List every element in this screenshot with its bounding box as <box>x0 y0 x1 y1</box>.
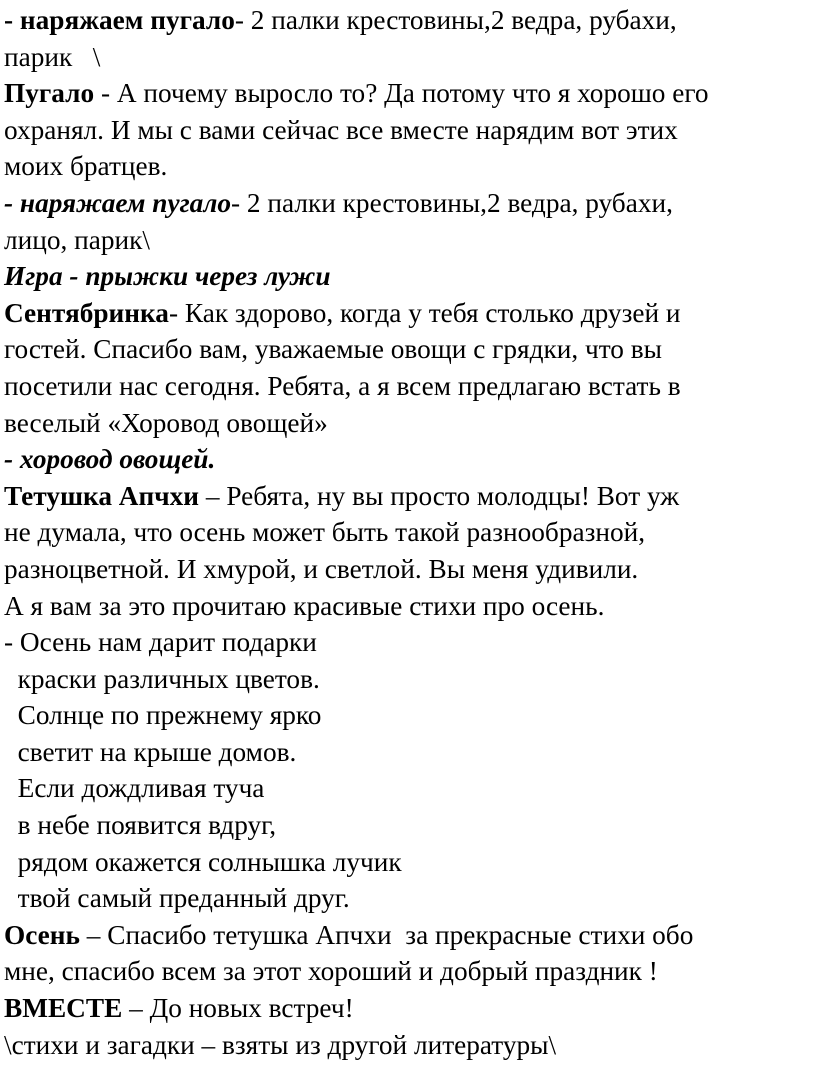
text-segment: разноцветной. И хмурой, и светлой. Вы меня удивили. <box>4 553 639 584</box>
text-segment: твой самый преданный друг. <box>4 883 350 914</box>
document-body <box>4 2 810 1063</box>
text-line <box>4 734 810 771</box>
text-line <box>4 1027 810 1064</box>
text-line <box>4 148 810 185</box>
text-segment: \стихи и загадки – взяты из другой литературы\ <box>4 1029 557 1060</box>
speaker-label: Сентябринка <box>4 297 169 328</box>
text-line <box>4 990 810 1027</box>
text-segment: – Спасибо тетушка Апчхи за прекрасные стихи обо <box>79 919 694 950</box>
text-line <box>4 953 810 990</box>
text-line <box>4 917 810 954</box>
text-segment: лицо, парик\ <box>4 224 150 255</box>
text-line <box>4 661 810 698</box>
stage-direction: - хоровод овощей. <box>4 444 216 475</box>
text-segment: мне, спасибо всем за этот хороший и добрый праздник ! <box>4 956 658 987</box>
text-line <box>4 258 810 295</box>
speaker-label: Тетушка Апчхи <box>4 480 200 511</box>
text-line <box>4 770 810 807</box>
text-segment: веселый «Хоровод овощей» <box>4 407 328 438</box>
text-line <box>4 441 810 478</box>
text-line <box>4 185 810 222</box>
speaker-label: Осень <box>4 919 80 950</box>
text-segment: Солнце по прежнему ярко <box>4 700 322 731</box>
stage-direction: - наряжаем пугало <box>4 187 231 218</box>
text-segment: краски различных цветов. <box>4 663 320 694</box>
text-segment: парик \ <box>4 41 101 72</box>
text-line <box>4 844 810 881</box>
text-segment: - А почему выросло то? Да потому что я хорошо его <box>94 78 709 109</box>
text-segment: - Как здорово, когда у тебя столько друзей и <box>168 297 681 328</box>
text-line <box>4 75 810 112</box>
text-segment: А я вам за это прочитаю красивые стихи про осень. <box>4 590 605 621</box>
text-line <box>4 39 810 76</box>
text-segment: охранял. И мы с вами сейчас все вместе нарядим вот этих <box>4 114 678 145</box>
text-line <box>4 880 810 917</box>
text-segment: - 2 палки крестовины,2 ведра, рубахи, <box>231 187 673 218</box>
text-segment: не думала, что осень может быть такой разнообразной, <box>4 517 646 548</box>
text-segment: рядом окажется солнышка лучик <box>4 846 402 877</box>
speaker-label: - наряжаем пугало <box>4 5 235 35</box>
text-line <box>4 112 810 149</box>
text-line <box>4 295 810 332</box>
text-segment: гостей. Спасибо вам, уважаемые овощи с грядки, что вы <box>4 334 662 365</box>
text-segment: - Осень нам дарит подарки <box>4 627 317 658</box>
text-line <box>4 697 810 734</box>
stage-direction: Игра - прыжки через лужи <box>4 261 331 292</box>
text-segment: в небе появится вдруг, <box>4 810 277 841</box>
text-line <box>4 807 810 844</box>
text-segment: – Ребята, ну вы просто молодцы! Вот уж <box>199 480 680 511</box>
text-line <box>4 478 810 515</box>
speaker-label: Пугало <box>4 78 95 109</box>
text-line <box>4 368 810 405</box>
text-line <box>4 222 810 259</box>
text-line <box>4 588 810 625</box>
text-segment: - 2 палки крестовины,2 ведра, рубахи, <box>234 5 677 35</box>
text-line <box>4 551 810 588</box>
text-line <box>4 514 810 551</box>
text-line <box>4 405 810 442</box>
text-line <box>4 2 810 39</box>
text-segment: – До новых встреч! <box>122 993 354 1024</box>
text-segment: Если дождливая туча <box>4 773 265 804</box>
text-segment: моих братцев. <box>4 151 168 182</box>
text-line <box>4 331 810 368</box>
text-segment: светит на крыше домов. <box>4 736 297 767</box>
speaker-label: ВМЕСТЕ <box>4 993 123 1024</box>
text-segment: посетили нас сегодня. Ребята, а я всем предлагаю встать в <box>4 370 681 401</box>
text-line <box>4 624 810 661</box>
